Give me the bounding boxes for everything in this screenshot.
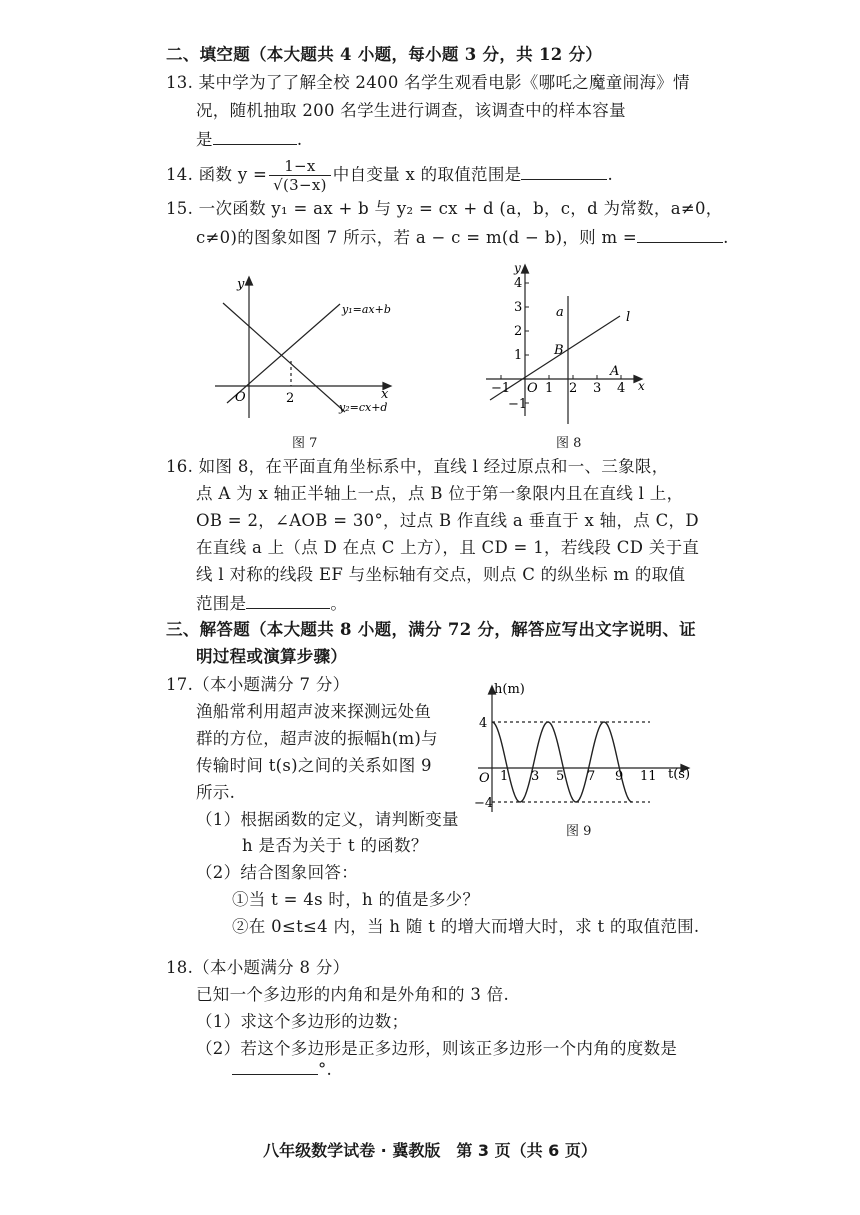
fig9-y-label: h(m) xyxy=(494,682,525,697)
q16-end: 。 xyxy=(330,594,348,613)
fig8-y-tick-4: 4 xyxy=(514,276,523,291)
fig8-y-tick-3: 3 xyxy=(514,300,523,315)
fig8-label-a: a xyxy=(556,305,564,320)
fig7-y-arrow xyxy=(246,277,253,285)
fig9-caption: 图 9 xyxy=(566,824,592,839)
fig7-line-y1 xyxy=(227,304,340,403)
fig7-label-y2: y₂=cx+d xyxy=(339,401,388,414)
fig9-y-tick-4: 4 xyxy=(479,716,488,731)
q18-part2-answer xyxy=(232,1056,332,1082)
fig8-x-tick-2: 2 xyxy=(569,381,578,396)
fig8-y-tick-2: 2 xyxy=(514,324,523,339)
q15-end: . xyxy=(723,228,729,247)
section-3-title-2: 明过程或演算步骤） xyxy=(196,647,348,666)
fig9-origin: O xyxy=(479,771,490,786)
fig9-x-tick-1: 1 xyxy=(500,769,509,784)
q16-line-5: 线 l 对称的线段 EF 与坐标轴有交点，则点 C 的纵坐标 m 的取值 xyxy=(196,565,686,584)
fig9-x-tick-9: 9 xyxy=(615,769,624,784)
fig8-x-tick-3: 3 xyxy=(593,381,602,396)
figure-9 xyxy=(470,678,700,818)
q17-header: 17.（本小题满分 7 分） xyxy=(166,675,350,694)
fig8-origin: O xyxy=(527,381,538,396)
q13-text: 是 xyxy=(196,130,213,149)
q16-line-1: 16. 如图 8，在平面直角坐标系中，直线 l 经过原点和一、三象限， xyxy=(166,457,669,476)
fig8-x-label: x xyxy=(638,379,645,393)
fig8-label-B: B xyxy=(554,343,564,358)
q18-header: 18.（本小题满分 8 分） xyxy=(166,958,350,977)
q13-line-2: 况，随机抽取 200 名学生进行调查，该调查中的样本容量 xyxy=(196,101,626,120)
q17-line-1: 渔船常利用超声波来探测远处鱼 xyxy=(196,702,432,721)
q18-end: °. xyxy=(318,1060,333,1079)
page-footer: 八年级数学试卷 · 冀教版 第 3 页（共 6 页） xyxy=(263,1141,597,1160)
q14-numerator: 1−x xyxy=(269,157,331,176)
fig7-tick-2: 2 xyxy=(286,391,295,406)
q15-text: c≠0)的图象如图 7 所示，若 a − c = m(d − b)，则 m = xyxy=(196,228,638,247)
fig8-label-l: l xyxy=(626,310,631,325)
fig8-x-tick-4: 4 xyxy=(617,381,626,396)
q14-end: . xyxy=(607,165,614,184)
q17-line-3: 传输时间 t(s)之间的关系如图 9 xyxy=(196,756,432,775)
q14-pre: 14. 函数 y = xyxy=(166,165,268,184)
fig7-label-y1: y₁=ax+b xyxy=(342,303,391,316)
fig8-label-A: A xyxy=(610,364,620,379)
section-2-title: 二、填空题（本大题共 4 小题，每小题 3 分，共 12 分） xyxy=(166,45,603,64)
fig9-x-tick-7: 7 xyxy=(587,769,596,784)
figure-8 xyxy=(478,256,658,426)
q16-text: 范围是 xyxy=(196,594,247,613)
q14-post: 中自变量 x 的取值范围是 xyxy=(332,165,522,184)
q14-line xyxy=(166,152,613,198)
fig7-origin: O xyxy=(235,390,246,405)
fig8-x-tick-1: 1 xyxy=(545,381,554,396)
q15-answer-blank[interactable] xyxy=(637,224,723,243)
q15-line-2 xyxy=(196,224,729,250)
fig8-y-tick-1: 1 xyxy=(514,348,523,363)
fig8-y-label: y xyxy=(514,261,521,275)
fig9-x-tick-5: 5 xyxy=(556,769,565,784)
q16-answer-blank[interactable] xyxy=(246,590,330,609)
q14-fraction xyxy=(269,157,331,194)
q18-part2: （2）若这个多边形是正多边形，则该正多边形一个内角的度数是 xyxy=(196,1039,678,1058)
q16-line-2: 点 A 为 x 轴正半轴上一点，点 B 位于第一象限内且在直线 l 上， xyxy=(196,484,684,503)
fig8-y-tick-neg1: −1 xyxy=(508,397,528,412)
fig8-x-tick-neg1: −1 xyxy=(491,381,511,396)
fig9-y-tick-neg4: −4 xyxy=(474,796,494,811)
q13-answer-blank[interactable] xyxy=(213,126,297,145)
fig7-y-label: y xyxy=(237,277,245,292)
fig9-wave-curve xyxy=(492,722,632,802)
q14-denominator: √(3−x) xyxy=(273,176,327,194)
q17-part2-b: ②在 0≤t≤4 内，当 h 随 t 的增大而增大时，求 t 的取值范围. xyxy=(232,917,700,936)
q17-line-2: 群的方位，超声波的振幅h(m)与 xyxy=(196,729,438,748)
q18-answer-blank[interactable] xyxy=(232,1056,318,1075)
fig8-y-arrow xyxy=(522,265,529,273)
section-3-title-1: 三、解答题（本大题共 8 小题，满分 72 分，解答应写出文字说明、证 xyxy=(166,620,696,639)
q13-line-3 xyxy=(196,126,302,152)
figure-7 xyxy=(205,268,405,428)
fig9-x-label: t(s) xyxy=(668,767,691,782)
fig8-caption: 图 8 xyxy=(556,436,582,451)
q14-answer-blank[interactable] xyxy=(521,161,607,180)
fig7-caption: 图 7 xyxy=(292,436,318,451)
fig7-x-label: x xyxy=(381,387,389,402)
q15-line-1: 15. 一次函数 y₁ = ax + b 与 y₂ = cx + d (a，b，c，d 为常数，a≠0， xyxy=(166,199,723,218)
q16-line-3: OB = 2，∠AOB = 30°，过点 B 作直线 a 垂直于 x 轴，点 C，D xyxy=(196,511,699,530)
q13-end: . xyxy=(296,130,303,149)
q18-part1: （1）求这个多边形的边数； xyxy=(196,1012,409,1031)
fig9-x-tick-3: 3 xyxy=(531,769,540,784)
q18-line-1: 已知一个多边形的内角和是外角和的 3 倍. xyxy=(196,985,510,1004)
q17-part1-b: h 是否为关于 t 的函数？ xyxy=(242,836,428,855)
q16-line-6 xyxy=(196,590,347,616)
q17-part1-a: （1）根据函数的定义，请判断变量 xyxy=(196,810,459,829)
q17-line-4: 所示. xyxy=(196,783,236,802)
q13-line-1: 13. 某中学为了了解全校 2400 名学生观看电影《哪吒之魔童闹海》情 xyxy=(166,73,690,92)
q17-part2-a: ①当 t = 4s 时，h 的值是多少？ xyxy=(232,890,480,909)
q17-part2: （2）结合图象回答： xyxy=(196,863,358,882)
q16-line-4: 在直线 a 上（点 D 在点 C 上方），且 CD = 1，若线段 CD 关于直 xyxy=(196,538,700,557)
fig9-x-tick-11: 11 xyxy=(640,769,657,784)
